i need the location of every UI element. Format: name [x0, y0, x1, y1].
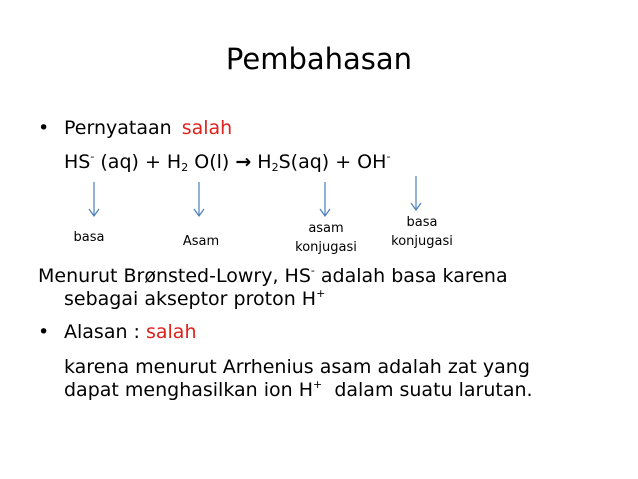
label-asam: Asam — [182, 234, 220, 249]
explanation-line2-sup: + — [316, 287, 326, 300]
page-title: Pembahasan — [225, 42, 413, 76]
label-asam-konjugasi-line1: asam — [308, 221, 344, 236]
reason-line2-b: dalam suatu larutan. — [322, 379, 533, 401]
reason-line1: karena menurut Arrhenius asam adalah zat yang — [64, 356, 530, 378]
down-arrow-icon — [194, 182, 204, 218]
reason-line2-sup: + — [313, 378, 323, 391]
label-basa: basa — [73, 230, 105, 245]
down-arrow-icon — [411, 176, 421, 212]
h2s-subscript: 2 — [271, 161, 279, 174]
label-basa-konjugasi-line2: konjugasi — [391, 234, 453, 249]
label-asam-konjugasi-line2: konjugasi — [295, 240, 357, 255]
product-h2s: H — [251, 151, 272, 173]
explanation-line1-a: Menurut Brønsted-Lowry, HS — [38, 265, 311, 287]
label-basa-konjugasi — [384, 213, 460, 251]
bullet-dot: • — [38, 117, 50, 139]
reaction-arrow-icon: → — [235, 151, 252, 173]
reason-prefix: Alasan : — [64, 321, 146, 343]
reaction-equation — [64, 150, 391, 174]
down-arrow-icon — [89, 182, 99, 218]
explanation-line2-a: sebagai akseptor proton H — [64, 288, 317, 310]
statement-line — [64, 119, 232, 138]
explanation-line1-b: adalah basa karena — [314, 265, 508, 287]
explanation-line1-sup: - — [310, 264, 315, 277]
oh-charge: - — [386, 150, 391, 163]
water-subscript: 2 — [181, 161, 189, 174]
reactant-hs: HS — [64, 151, 91, 173]
down-arrow-icon — [320, 182, 330, 218]
reactant-hs-state: (aq) + H — [94, 151, 182, 173]
label-asam-konjugasi — [290, 219, 362, 257]
reason-line2-a: dapat menghasilkan ion H — [64, 379, 314, 401]
water-rest: O(l) — [188, 151, 236, 173]
product-rest: S(aq) + OH — [278, 151, 387, 173]
label-basa-konjugasi-line1: basa — [406, 215, 438, 230]
statement-prefix: Pernyataan — [64, 117, 178, 139]
explanation-line2 — [64, 287, 326, 310]
reason-line2 — [64, 378, 533, 401]
statement-verdict: salah — [181, 117, 233, 139]
explanation-line1 — [38, 264, 508, 287]
bullet-dot: • — [38, 321, 50, 343]
reactant-hs-charge: - — [90, 150, 95, 163]
reason-verdict: salah — [145, 321, 197, 343]
reason-line — [64, 323, 197, 342]
